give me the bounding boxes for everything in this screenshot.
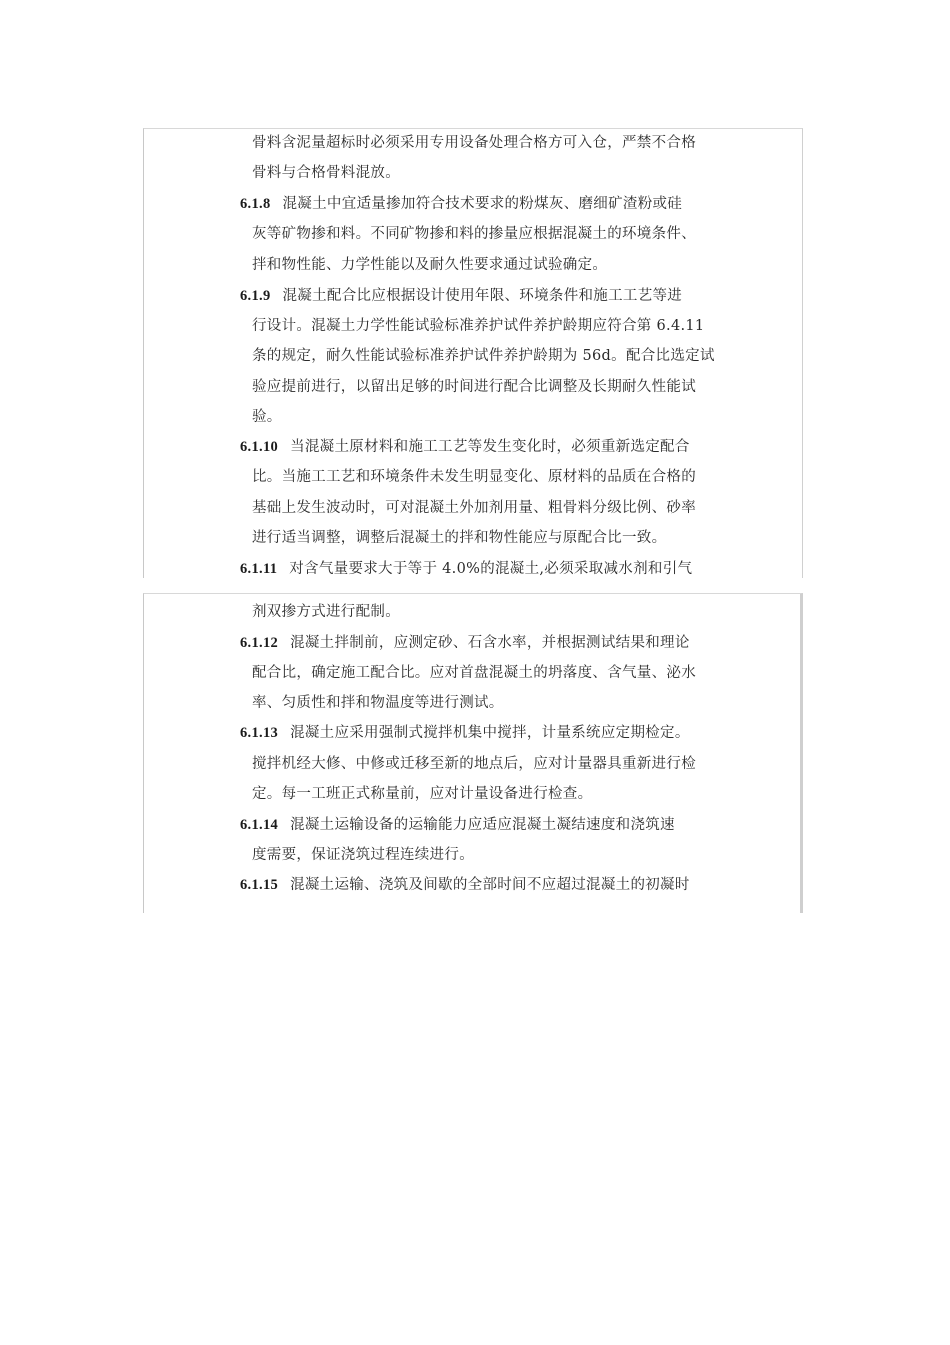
text-line [240, 784, 592, 804]
text-line [240, 663, 696, 683]
text-line [240, 194, 682, 214]
line-text: 进行适当调整，调整后混凝土的拌和物性能应与原配合比一致。 [252, 530, 667, 546]
text-line [240, 815, 675, 835]
text-line [240, 467, 696, 487]
line-text: 当混凝土原材料和施工工艺等发生变化时，必须重新选定配合 [290, 439, 690, 455]
text-line [240, 875, 690, 895]
text-line [240, 346, 715, 366]
line-text: 对含气量要求大于等于 4.0%的混凝土,必须采取减水剂和引气 [289, 561, 693, 577]
text-line [240, 286, 682, 306]
clause-number: 6.1.15 [240, 877, 279, 893]
clause-number: 6.1.14 [240, 817, 279, 833]
clause-number: 6.1.11 [240, 561, 278, 577]
line-text: 混凝土运输设备的运输能力应适应混凝土凝结速度和浇筑速 [290, 817, 675, 833]
text-line [240, 224, 696, 244]
text-line [240, 437, 690, 457]
text-line [240, 633, 690, 653]
line-text: 灰等矿物掺和料。不同矿物掺和料的掺量应根据混凝土的环境条件、 [252, 226, 696, 242]
text-line [240, 559, 692, 579]
clause-number: 6.1.9 [240, 288, 271, 304]
text-line [240, 498, 696, 518]
clause-number: 6.1.12 [240, 635, 279, 651]
text-line [240, 723, 690, 743]
line-text: 骨料含泥量超标时必须采用专用设备处理合格方可入仓，严禁不合格 [252, 135, 696, 151]
line-text: 混凝土拌制前，应测定砂、石含水率，并根据测试结果和理论 [290, 635, 690, 651]
line-text: 比。当施工工艺和环境条件未发生明显变化、原材料的品质在合格的 [252, 469, 696, 485]
text-line [240, 528, 666, 548]
clause-number: 6.1.13 [240, 725, 279, 741]
line-text: 度需要，保证浇筑过程连续进行。 [252, 847, 474, 863]
text-line [240, 163, 400, 183]
text-line [240, 754, 696, 774]
line-text: 拌和物性能、力学性能以及耐久性要求通过试验确定。 [252, 257, 608, 273]
line-text: 验。 [252, 409, 282, 425]
text-line [240, 255, 607, 275]
text-line [240, 133, 696, 153]
line-text: 条的规定，耐久性能试验标准养护试件养护龄期为 56d。配合比选定试 [252, 348, 715, 364]
page-fragment-bottom [143, 593, 803, 913]
line-text: 行设计。混凝土力学性能试验标准养护试件养护龄期应符合第 6.4.11 [252, 318, 705, 334]
text-line [240, 407, 282, 427]
text-line [240, 693, 504, 713]
line-text: 骨料与合格骨料混放。 [252, 165, 400, 181]
line-text: 混凝土应采用强制式搅拌机集中搅拌，计量系统应定期检定。 [290, 725, 690, 741]
clause-number: 6.1.10 [240, 439, 279, 455]
line-text: 混凝土运输、浇筑及间歇的全部时间不应超过混凝土的初凝时 [290, 877, 690, 893]
clause-number: 6.1.8 [240, 196, 271, 212]
line-text: 剂双掺方式进行配制。 [252, 604, 400, 620]
text-line [240, 602, 400, 622]
line-text: 配合比，确定施工配合比。应对首盘混凝土的坍落度、含气量、泌水 [252, 665, 696, 681]
line-text: 定。每一工班正式称量前，应对计量设备进行检查。 [252, 786, 593, 802]
text-line [240, 316, 704, 336]
line-text: 混凝土配合比应根据设计使用年限、环境条件和施工工艺等进 [282, 288, 683, 304]
line-text: 基础上发生波动时，可对混凝土外加剂用量、粗骨料分级比例、砂率 [252, 500, 696, 516]
line-text: 率、匀质性和拌和物温度等进行测试。 [252, 695, 504, 711]
line-text: 搅拌机经大修、中修或迁移至新的地点后，应对计量器具重新进行检 [252, 756, 696, 772]
line-text: 混凝土中宜适量掺加符合技术要求的粉煤灰、磨细矿渣粉或硅 [282, 196, 683, 212]
text-line [240, 845, 474, 865]
page-fragment-top [143, 128, 803, 578]
line-text: 验应提前进行，以留出足够的时间进行配合比调整及长期耐久性能试 [252, 379, 696, 395]
text-line [240, 377, 696, 397]
